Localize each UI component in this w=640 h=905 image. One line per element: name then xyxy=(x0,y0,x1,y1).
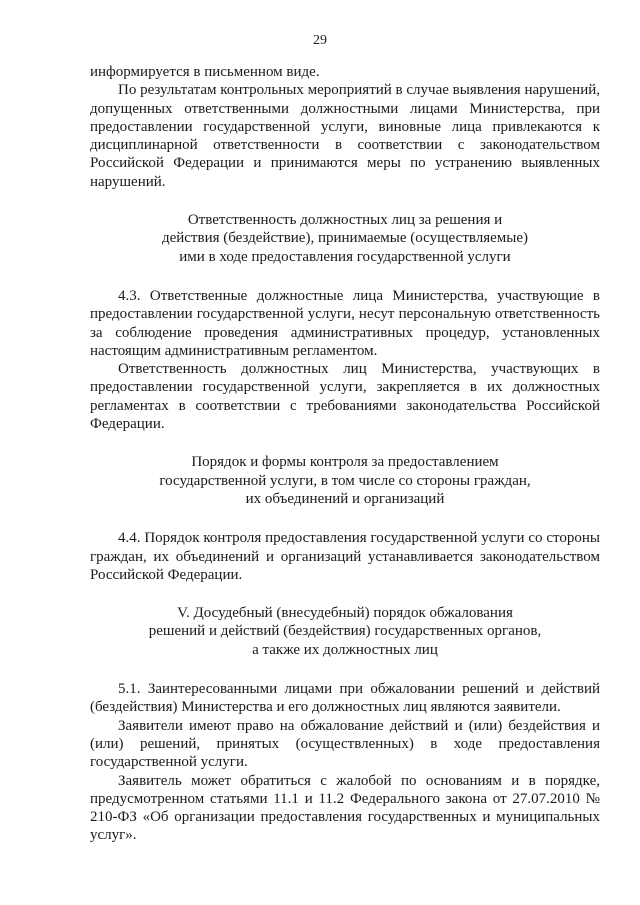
paragraph: 4.3. Ответственные должностные лица Министерства, участвующие в предоставлении государственной услуги, несут персональную ответственность за соблюдение проведения административных процедур, установленных настоящим административным регламентом. xyxy=(90,287,600,359)
heading-line: решений и действий (бездействия) государственных органов, xyxy=(148,623,542,640)
heading-line: Порядок и формы контроля за предоставлением xyxy=(191,454,499,471)
page-number: 29 xyxy=(313,33,327,48)
heading-line: Ответственность должностных лиц за решения и xyxy=(187,212,503,229)
paragraph: Заявители имеют право на обжалование действий и (или) бездействия и (или) решений, принятых (осуществленных) в ходе предоставления государственной услуги. xyxy=(90,717,600,771)
paragraph: Ответственность должностных лиц Министерства, участвующих в предоставлении государственной услуги, закрепляется в их должностных регламентах в соответствии с требованиями законодательства Российской Федерации. xyxy=(90,361,600,433)
section-heading-appeal xyxy=(90,604,600,659)
document-body xyxy=(90,63,600,845)
paragraph: 4.4. Порядок контроля предоставления государственной услуги со стороны граждан, их объединений и организаций устанавливается законодательством Российской Федерации. xyxy=(90,530,600,583)
heading-line: государственной услуги, в том числе со стороны граждан, xyxy=(159,472,531,489)
section-heading-responsibility xyxy=(90,211,600,266)
heading-line: действия (бездействие), принимаемые (осуществляемые) xyxy=(161,230,529,247)
paragraph: 5.1. Заинтересованными лицами при обжаловании решений и действий (бездействия) Министерства и его должностных лиц являются заявители. xyxy=(90,681,600,716)
paragraph: По результатам контрольных мероприятий в случае выявления нарушений, допущенных ответственными должностными лицами Министерства, при предоставлении государственной услуги, виновные лица привлекаются к дисциплинарной ответственности в соответствии с законодательством Российской Федерации и принимаются меры по устранению выявленных нарушений. xyxy=(90,82,600,190)
paragraph: Заявитель может обратиться с жалобой по основаниям и в порядке, предусмотренном статьями 11.1 и 11.2 Федерального закона от 27.07.2010 № 210-ФЗ «Об организации предоставления государственных и муниципальных услуг». xyxy=(90,772,600,844)
heading-line: их объединений и организаций xyxy=(245,490,445,507)
paragraph: информируется в письменном виде. xyxy=(90,64,320,80)
heading-line: V. Досудебный (внесудебный) порядок обжалования xyxy=(177,605,513,622)
section-heading-control xyxy=(90,453,600,508)
heading-line: а также их должностных лиц xyxy=(252,641,438,658)
heading-line: ими в ходе предоставления государственной услуги xyxy=(179,248,511,265)
